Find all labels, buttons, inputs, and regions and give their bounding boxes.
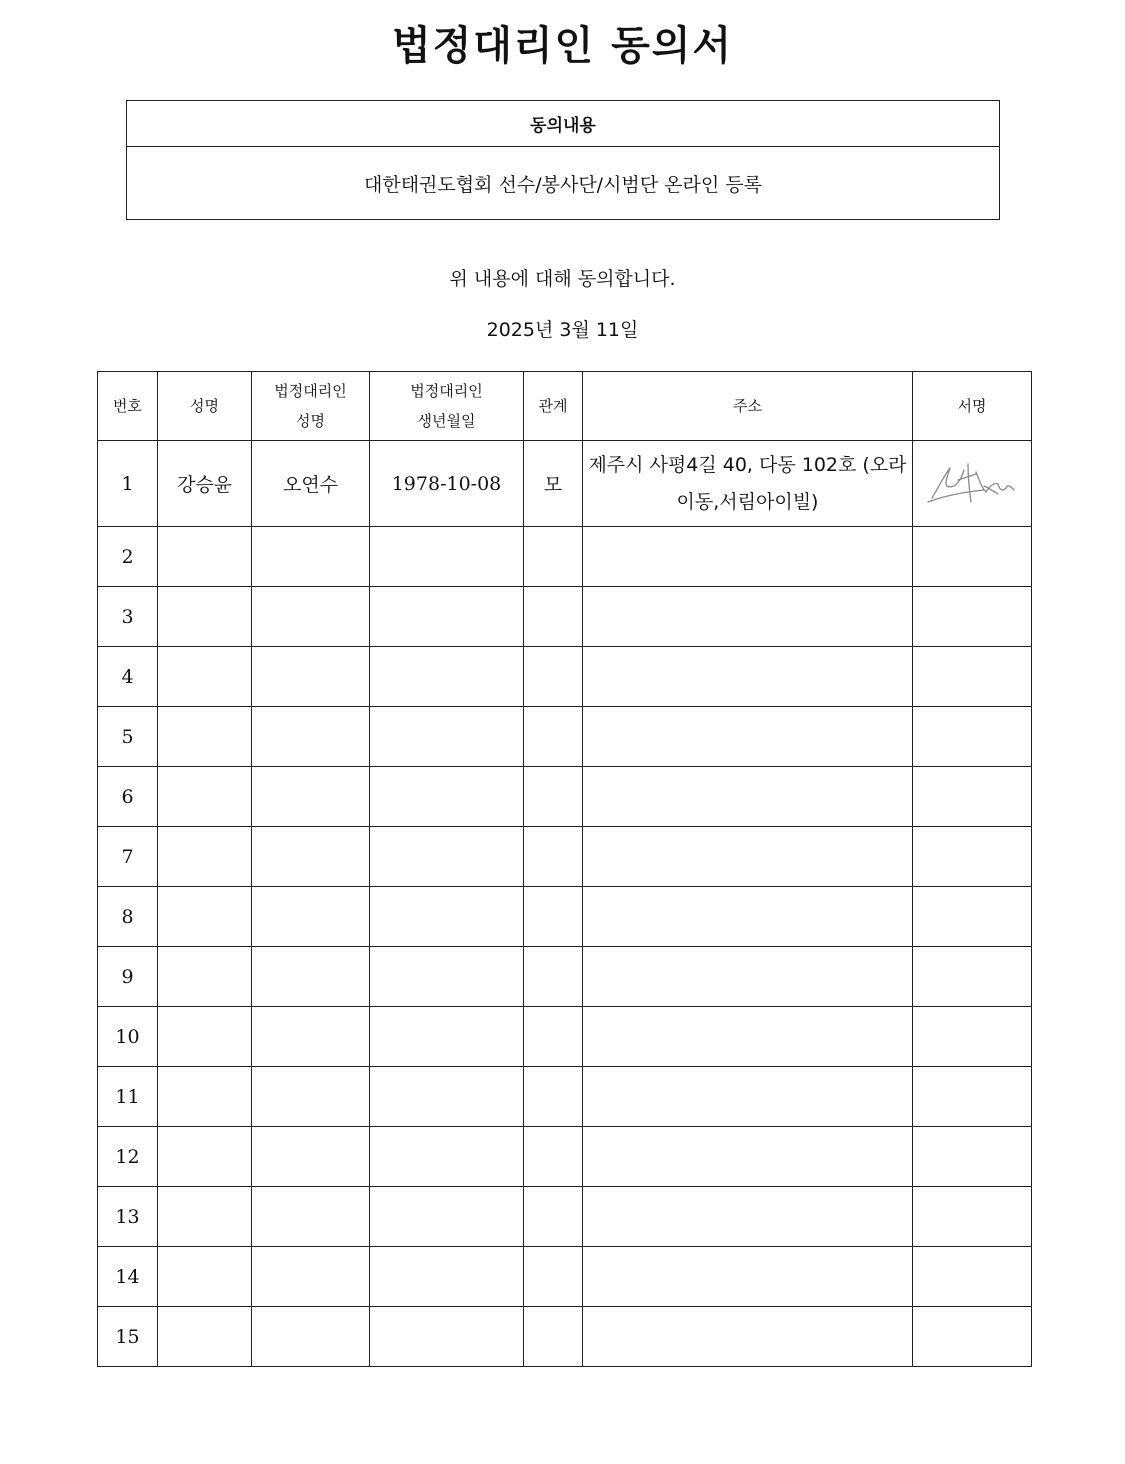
cell-name: [158, 707, 252, 767]
cell-relation: [524, 707, 583, 767]
cell-address: [583, 527, 913, 587]
header-address: 주소: [583, 372, 913, 441]
cell-signature: [913, 1067, 1032, 1127]
cell-no: 14: [98, 1247, 158, 1307]
cell-guardian-name: [252, 647, 370, 707]
table-row: [98, 1067, 1032, 1127]
cell-address: [583, 947, 913, 1007]
cell-guardian-name: [252, 1007, 370, 1067]
cell-no: 9: [98, 947, 158, 1007]
cell-no: 8: [98, 887, 158, 947]
cell-name: [158, 587, 252, 647]
cell-name: [158, 1127, 252, 1187]
cell-relation: [524, 1187, 583, 1247]
cell-guardian-birth: [370, 1067, 524, 1127]
cell-guardian-birth: [370, 587, 524, 647]
cell-relation: [524, 527, 583, 587]
cell-no: 3: [98, 587, 158, 647]
table-row: [98, 1007, 1032, 1067]
table-row: [98, 1187, 1032, 1247]
cell-guardian-name: [252, 1187, 370, 1247]
cell-name: [158, 1007, 252, 1067]
header-guardian-birth-line2: 생년월일: [417, 412, 476, 430]
document-title: 법정대리인 동의서: [391, 23, 734, 69]
cell-guardian-birth: [370, 647, 524, 707]
table-row: [98, 647, 1032, 707]
consent-header: 동의내용: [127, 101, 999, 147]
cell-relation: [524, 887, 583, 947]
consent-content: 대한태권도협회 선수/봉사단/시범단 온라인 등록: [363, 174, 762, 196]
cell-name: [158, 1307, 252, 1367]
cell-guardian-birth: [370, 1127, 524, 1187]
cell-guardian-name: 오연수: [252, 441, 370, 527]
cell-signature: [913, 527, 1032, 587]
table-row: [98, 707, 1032, 767]
cell-relation: [524, 1067, 583, 1127]
cell-guardian-birth: [370, 1307, 524, 1367]
cell-no: 15: [98, 1307, 158, 1367]
cell-guardian-birth: [370, 1187, 524, 1247]
table-row: [98, 1307, 1032, 1367]
header-guardian-birth: [370, 372, 524, 441]
cell-relation: [524, 1307, 583, 1367]
cell-signature: [913, 587, 1032, 647]
cell-guardian-birth: [370, 767, 524, 827]
cell-address: [583, 1187, 913, 1247]
cell-no: 6: [98, 767, 158, 827]
agreement-statement: 위 내용에 대해 동의합니다.: [449, 268, 676, 290]
cell-guardian-birth: [370, 947, 524, 1007]
table-row: [98, 947, 1032, 1007]
signature-image: [924, 458, 1020, 510]
cell-guardian-name: [252, 767, 370, 827]
cell-name: [158, 527, 252, 587]
cell-guardian-birth: [370, 887, 524, 947]
cell-name: [158, 647, 252, 707]
cell-signature: [913, 1007, 1032, 1067]
cell-no: 10: [98, 1007, 158, 1067]
cell-address: [583, 827, 913, 887]
cell-guardian-birth: 1978-10-08: [370, 441, 524, 527]
cell-no: 5: [98, 707, 158, 767]
cell-relation: [524, 947, 583, 1007]
cell-guardian-birth: [370, 707, 524, 767]
cell-guardian-birth: [370, 1007, 524, 1067]
cell-no: 2: [98, 527, 158, 587]
cell-guardian-name: [252, 1067, 370, 1127]
cell-no: 11: [98, 1067, 158, 1127]
document-date: 2025년 3월 11일: [486, 319, 639, 341]
header-guardian-name-line2: 성명: [296, 412, 325, 430]
cell-name: [158, 1247, 252, 1307]
cell-address: [583, 1247, 913, 1307]
cell-address: 제주시 사평4길 40, 다동 102호 (오라이동,서림아이빌): [583, 441, 913, 527]
cell-name: [158, 1067, 252, 1127]
header-guardian-birth-line1: 법정대리인: [410, 382, 483, 400]
table-row: [98, 767, 1032, 827]
header-relation: 관계: [524, 372, 583, 441]
cell-guardian-name: [252, 827, 370, 887]
cell-guardian-name: [252, 887, 370, 947]
table-row: [98, 827, 1032, 887]
cell-relation: [524, 1247, 583, 1307]
cell-no: 7: [98, 827, 158, 887]
cell-address: [583, 1007, 913, 1067]
cell-relation: [524, 647, 583, 707]
cell-name: [158, 767, 252, 827]
cell-guardian-name: [252, 527, 370, 587]
cell-name: [158, 947, 252, 1007]
cell-signature: [913, 887, 1032, 947]
cell-relation: [524, 767, 583, 827]
cell-guardian-name: [252, 1307, 370, 1367]
table-header-row: [98, 372, 1032, 441]
cell-relation: [524, 587, 583, 647]
cell-signature: [913, 441, 1032, 527]
cell-address: [583, 887, 913, 947]
cell-signature: [913, 647, 1032, 707]
cell-address: [583, 707, 913, 767]
table-row: [98, 1247, 1032, 1307]
cell-signature: [913, 1187, 1032, 1247]
cell-address: [583, 587, 913, 647]
header-no: 번호: [98, 372, 158, 441]
cell-guardian-name: [252, 707, 370, 767]
cell-guardian-name: [252, 587, 370, 647]
cell-relation: [524, 1007, 583, 1067]
cell-name: [158, 827, 252, 887]
cell-signature: [913, 827, 1032, 887]
cell-no: 12: [98, 1127, 158, 1187]
guardian-table: [97, 371, 1032, 1367]
header-guardian-name-line1: 법정대리인: [274, 382, 347, 400]
cell-signature: [913, 1247, 1032, 1307]
cell-address: [583, 1127, 913, 1187]
cell-name: 강승윤: [158, 441, 252, 527]
header-name: 성명: [158, 372, 252, 441]
table-row: [98, 887, 1032, 947]
table-row: [98, 587, 1032, 647]
cell-guardian-name: [252, 1247, 370, 1307]
cell-guardian-name: [252, 947, 370, 1007]
cell-address: [583, 1067, 913, 1127]
cell-address: [583, 647, 913, 707]
cell-name: [158, 1187, 252, 1247]
cell-name: [158, 887, 252, 947]
table-row: [98, 441, 1032, 527]
cell-guardian-birth: [370, 1247, 524, 1307]
cell-signature: [913, 1307, 1032, 1367]
cell-guardian-birth: [370, 527, 524, 587]
cell-signature: [913, 707, 1032, 767]
consent-box: [126, 100, 1000, 220]
table-row: [98, 527, 1032, 587]
cell-guardian-birth: [370, 827, 524, 887]
cell-relation: 모: [524, 441, 583, 527]
table-row: [98, 1127, 1032, 1187]
cell-guardian-name: [252, 1127, 370, 1187]
cell-address: [583, 767, 913, 827]
cell-no: 13: [98, 1187, 158, 1247]
header-signature: 서명: [913, 372, 1032, 441]
cell-address: [583, 1307, 913, 1367]
cell-no: 1: [98, 441, 158, 527]
cell-no: 4: [98, 647, 158, 707]
cell-signature: [913, 1127, 1032, 1187]
cell-signature: [913, 947, 1032, 1007]
header-guardian-name: [252, 372, 370, 441]
cell-relation: [524, 1127, 583, 1187]
cell-signature: [913, 767, 1032, 827]
cell-relation: [524, 827, 583, 887]
